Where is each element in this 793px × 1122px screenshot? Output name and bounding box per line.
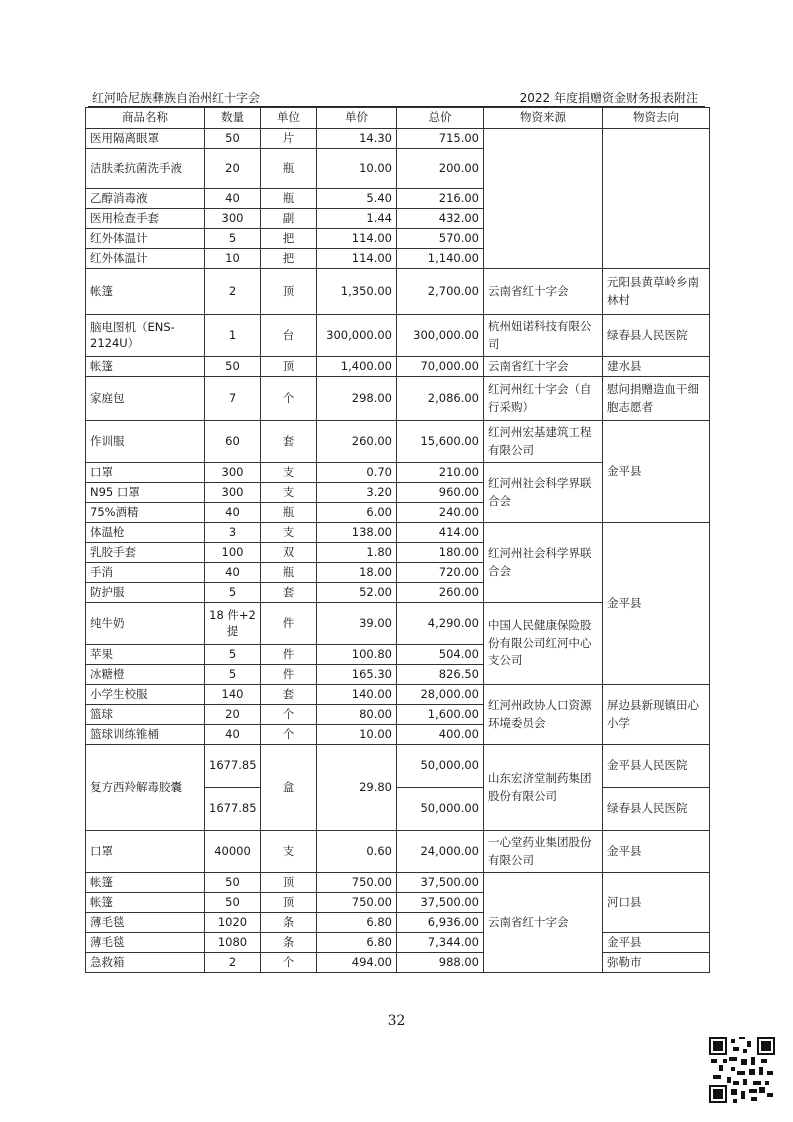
item-name-cell: 帐篷 (86, 357, 205, 377)
quantity-cell: 300 (205, 209, 261, 229)
unit-cell: 顶 (261, 873, 317, 893)
qr-code (709, 1037, 775, 1103)
source-cell: 红河州社会科学界联合会 (484, 463, 603, 523)
unit-price-cell: 165.30 (317, 665, 397, 685)
unit-price-cell: 1,400.00 (317, 357, 397, 377)
item-name-cell: 乙醇消毒液 (86, 189, 205, 209)
unit-cell: 瓶 (261, 503, 317, 523)
quantity-cell: 300 (205, 483, 261, 503)
total-price-cell: 2,086.00 (397, 377, 484, 421)
unit-cell: 条 (261, 933, 317, 953)
table-row (86, 421, 710, 463)
total-price-cell: 988.00 (397, 953, 484, 973)
table-row (86, 953, 710, 973)
unit-cell: 个 (261, 377, 317, 421)
unit-cell: 个 (261, 725, 317, 745)
quantity-cell: 40 (205, 725, 261, 745)
source-cell (484, 129, 603, 269)
unit-price-cell: 1,350.00 (317, 269, 397, 315)
total-price-cell: 960.00 (397, 483, 484, 503)
table-row (86, 831, 710, 873)
source-cell: 杭州妞诺科技有限公司 (484, 315, 603, 357)
unit-cell: 支 (261, 831, 317, 873)
item-name-cell: 帐篷 (86, 269, 205, 315)
unit-cell: 把 (261, 249, 317, 269)
quantity-cell: 3 (205, 523, 261, 543)
item-name-cell: 体温枪 (86, 523, 205, 543)
table-row (86, 745, 710, 788)
item-name-cell: 红外体温计 (86, 229, 205, 249)
total-price-cell: 720.00 (397, 563, 484, 583)
total-price-cell: 240.00 (397, 503, 484, 523)
unit-price-cell: 10.00 (317, 725, 397, 745)
unit-price-cell: 114.00 (317, 229, 397, 249)
total-price-cell: 6,936.00 (397, 913, 484, 933)
item-name-cell: 薄毛毯 (86, 913, 205, 933)
quantity-cell: 7 (205, 377, 261, 421)
total-price-cell: 504.00 (397, 645, 484, 665)
unit-price-cell: 0.60 (317, 831, 397, 873)
total-price-cell: 2,700.00 (397, 269, 484, 315)
table-row (86, 933, 710, 953)
total-price-cell: 400.00 (397, 725, 484, 745)
item-name-cell: 苹果 (86, 645, 205, 665)
unit-price-cell: 29.80 (317, 745, 397, 831)
quantity-cell: 1020 (205, 913, 261, 933)
unit-price-cell: 140.00 (317, 685, 397, 705)
unit-price-cell: 494.00 (317, 953, 397, 973)
col-header-destination: 物资去向 (603, 108, 710, 129)
unit-cell: 瓶 (261, 189, 317, 209)
unit-cell: 把 (261, 229, 317, 249)
destination-cell: 金平县 (603, 523, 710, 685)
destination-cell: 金平县 (603, 933, 710, 953)
source-cell: 山东宏济堂制药集团股份有限公司 (484, 745, 603, 831)
item-name-cell: 洁肤柔抗菌洗手液 (86, 149, 205, 189)
item-name-cell: 医用检查手套 (86, 209, 205, 229)
table-row (86, 269, 710, 315)
unit-price-cell: 750.00 (317, 873, 397, 893)
unit-cell: 套 (261, 583, 317, 603)
page-number: 32 (387, 1013, 406, 1029)
unit-price-cell: 1.44 (317, 209, 397, 229)
item-name-cell: 乳胶手套 (86, 543, 205, 563)
unit-cell: 支 (261, 463, 317, 483)
unit-price-cell: 80.00 (317, 705, 397, 725)
total-price-cell: 37,500.00 (397, 893, 484, 913)
unit-cell: 套 (261, 685, 317, 705)
unit-price-cell: 3.20 (317, 483, 397, 503)
unit-price-cell: 18.00 (317, 563, 397, 583)
total-price-cell: 15,600.00 (397, 421, 484, 463)
item-name-cell: 纯牛奶 (86, 603, 205, 645)
table-row (86, 873, 710, 893)
item-name-cell: 帐篷 (86, 873, 205, 893)
item-name-cell: 冰糖橙 (86, 665, 205, 685)
total-price-cell: 180.00 (397, 543, 484, 563)
destination-cell: 金平县 (603, 421, 710, 523)
item-name-cell: 口罩 (86, 463, 205, 483)
item-name-cell: 急救箱 (86, 953, 205, 973)
total-price-cell: 432.00 (397, 209, 484, 229)
item-name-cell: N95 口罩 (86, 483, 205, 503)
total-price-cell: 50,000.00 (397, 788, 484, 831)
item-name-cell: 手消 (86, 563, 205, 583)
item-name-cell: 薄毛毯 (86, 933, 205, 953)
source-cell: 红河州社会科学界联合会 (484, 523, 603, 603)
source-cell: 一心堂药业集团股份有限公司 (484, 831, 603, 873)
item-name-cell: 篮球 (86, 705, 205, 725)
source-cell: 红河州宏基建筑工程有限公司 (484, 421, 603, 463)
unit-cell: 顶 (261, 893, 317, 913)
unit-price-cell: 750.00 (317, 893, 397, 913)
quantity-cell: 1080 (205, 933, 261, 953)
source-cell: 云南省红十字会 (484, 873, 603, 973)
total-price-cell: 1,600.00 (397, 705, 484, 725)
quantity-cell: 20 (205, 149, 261, 189)
item-name-cell: 帐篷 (86, 893, 205, 913)
table-header-row (86, 108, 710, 129)
unit-price-cell: 138.00 (317, 523, 397, 543)
unit-cell: 副 (261, 209, 317, 229)
total-price-cell: 414.00 (397, 523, 484, 543)
unit-price-cell: 0.70 (317, 463, 397, 483)
quantity-cell: 18 件+2 提 (205, 603, 261, 645)
unit-price-cell: 100.80 (317, 645, 397, 665)
quantity-cell: 10 (205, 249, 261, 269)
quantity-cell: 1 (205, 315, 261, 357)
unit-price-cell: 5.40 (317, 189, 397, 209)
destination-cell: 金平县 (603, 831, 710, 873)
quantity-cell: 2 (205, 953, 261, 973)
quantity-cell: 5 (205, 665, 261, 685)
source-cell: 中国人民健康保险股份有限公司红河中心支公司 (484, 603, 603, 685)
total-price-cell: 200.00 (397, 149, 484, 189)
destination-cell: 绿春县人民医院 (603, 788, 710, 831)
item-name-cell: 复方西羚解毒胶囊 (86, 745, 205, 831)
quantity-cell: 5 (205, 583, 261, 603)
unit-cell: 顶 (261, 357, 317, 377)
source-cell: 云南省红十字会 (484, 357, 603, 377)
unit-price-cell: 10.00 (317, 149, 397, 189)
unit-cell: 顶 (261, 269, 317, 315)
organization-name: 红河哈尼族彝族自治州红十字会 (92, 91, 261, 105)
quantity-cell: 50 (205, 357, 261, 377)
total-price-cell: 37,500.00 (397, 873, 484, 893)
quantity-cell: 40 (205, 503, 261, 523)
unit-price-cell: 39.00 (317, 603, 397, 645)
total-price-cell: 1,140.00 (397, 249, 484, 269)
total-price-cell: 28,000.00 (397, 685, 484, 705)
col-header-qty: 数量 (205, 108, 261, 129)
quantity-cell: 60 (205, 421, 261, 463)
quantity-cell: 140 (205, 685, 261, 705)
source-cell: 红河州红十字会（自行采购） (484, 377, 603, 421)
total-price-cell: 826.50 (397, 665, 484, 685)
destination-cell: 弥勒市 (603, 953, 710, 973)
table-row (86, 129, 710, 149)
quantity-cell: 1677.85 (205, 788, 261, 831)
col-header-total: 总价 (397, 108, 484, 129)
unit-cell: 片 (261, 129, 317, 149)
unit-cell: 支 (261, 523, 317, 543)
quantity-cell: 1677.85 (205, 745, 261, 788)
item-name-cell: 红外体温计 (86, 249, 205, 269)
total-price-cell: 7,344.00 (397, 933, 484, 953)
unit-price-cell: 14.30 (317, 129, 397, 149)
quantity-cell: 40 (205, 563, 261, 583)
unit-cell: 个 (261, 953, 317, 973)
quantity-cell: 100 (205, 543, 261, 563)
unit-price-cell: 6.00 (317, 503, 397, 523)
quantity-cell: 5 (205, 229, 261, 249)
table-row (86, 685, 710, 705)
total-price-cell: 70,000.00 (397, 357, 484, 377)
item-name-cell: 医用隔离眼罩 (86, 129, 205, 149)
total-price-cell: 300,000.00 (397, 315, 484, 357)
destination-cell: 河口县 (603, 873, 710, 933)
unit-price-cell: 6.80 (317, 913, 397, 933)
quantity-cell: 50 (205, 873, 261, 893)
destination-cell: 建水县 (603, 357, 710, 377)
destination-cell: 金平县人民医院 (603, 745, 710, 788)
unit-cell: 个 (261, 705, 317, 725)
unit-price-cell: 300,000.00 (317, 315, 397, 357)
unit-cell: 条 (261, 913, 317, 933)
quantity-cell: 50 (205, 129, 261, 149)
source-cell: 红河州政协人口资源环境委员会 (484, 685, 603, 745)
destination-cell (603, 129, 710, 269)
total-price-cell: 50,000.00 (397, 745, 484, 788)
unit-cell: 盒 (261, 745, 317, 831)
quantity-cell: 20 (205, 705, 261, 725)
unit-cell: 件 (261, 645, 317, 665)
quantity-cell: 40000 (205, 831, 261, 873)
destination-cell: 元阳县黄草岭乡南林村 (603, 269, 710, 315)
total-price-cell: 216.00 (397, 189, 484, 209)
unit-cell: 件 (261, 665, 317, 685)
unit-price-cell: 298.00 (317, 377, 397, 421)
table-row (86, 315, 710, 357)
unit-cell: 件 (261, 603, 317, 645)
item-name-cell: 口罩 (86, 831, 205, 873)
unit-price-cell: 52.00 (317, 583, 397, 603)
unit-cell: 双 (261, 543, 317, 563)
source-cell: 云南省红十字会 (484, 269, 603, 315)
item-name-cell: 小学生校服 (86, 685, 205, 705)
item-name-cell: 75%酒精 (86, 503, 205, 523)
unit-cell: 瓶 (261, 149, 317, 189)
unit-price-cell: 6.80 (317, 933, 397, 953)
item-name-cell: 家庭包 (86, 377, 205, 421)
unit-cell: 套 (261, 421, 317, 463)
table-row (86, 357, 710, 377)
destination-cell: 屏边县新现镇田心小学 (603, 685, 710, 745)
table-row (86, 523, 710, 543)
unit-price-cell: 260.00 (317, 421, 397, 463)
item-name-cell: 作训服 (86, 421, 205, 463)
unit-cell: 瓶 (261, 563, 317, 583)
report-title: 2022 年度捐赠资金财务报表附注 (519, 91, 698, 105)
total-price-cell: 210.00 (397, 463, 484, 483)
total-price-cell: 570.00 (397, 229, 484, 249)
donation-goods-table (85, 107, 710, 973)
total-price-cell: 4,290.00 (397, 603, 484, 645)
quantity-cell: 300 (205, 463, 261, 483)
total-price-cell: 715.00 (397, 129, 484, 149)
unit-price-cell: 1.80 (317, 543, 397, 563)
quantity-cell: 50 (205, 893, 261, 913)
quantity-cell: 5 (205, 645, 261, 665)
item-name-cell: 篮球训练锥桶 (86, 725, 205, 745)
table-row (86, 377, 710, 421)
destination-cell: 慰问捐赠造血干细胞志愿者 (603, 377, 710, 421)
unit-price-cell: 114.00 (317, 249, 397, 269)
col-header-source: 物资来源 (484, 108, 603, 129)
unit-cell: 支 (261, 483, 317, 503)
destination-cell: 绿春县人民医院 (603, 315, 710, 357)
quantity-cell: 2 (205, 269, 261, 315)
total-price-cell: 260.00 (397, 583, 484, 603)
unit-cell: 台 (261, 315, 317, 357)
col-header-name: 商品名称 (86, 108, 205, 129)
col-header-price: 单价 (317, 108, 397, 129)
item-name-cell: 脑电图机（ENS-2124U） (86, 315, 205, 357)
item-name-cell: 防护服 (86, 583, 205, 603)
quantity-cell: 40 (205, 189, 261, 209)
total-price-cell: 24,000.00 (397, 831, 484, 873)
col-header-unit: 单位 (261, 108, 317, 129)
